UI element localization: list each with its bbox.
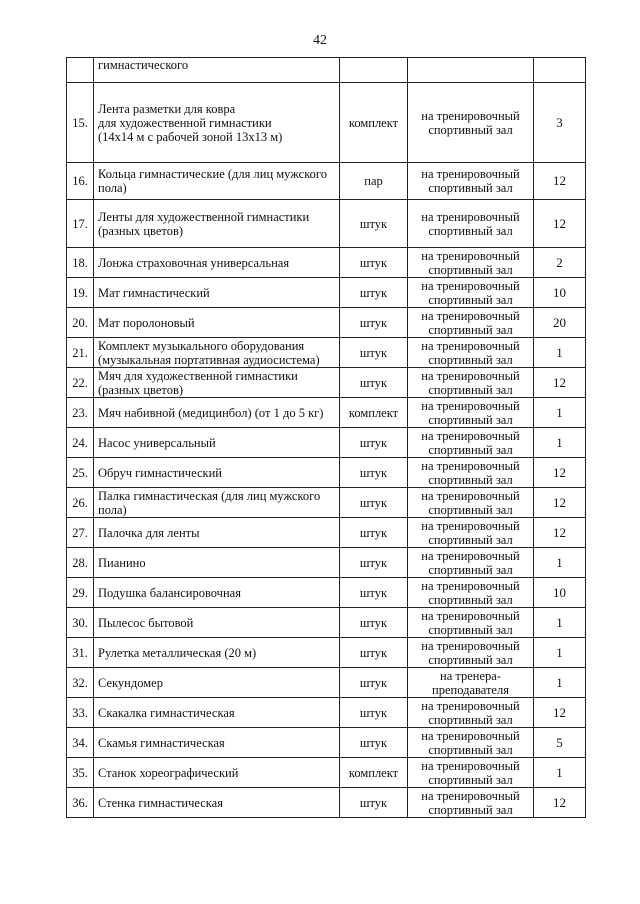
table-row [67, 548, 586, 578]
unit-cell: штук [340, 608, 408, 638]
item-name-cell: гимнастического [94, 58, 340, 83]
placement-cell: на тренировочный спортивный зал [408, 788, 534, 818]
quantity-cell: 10 [534, 278, 586, 308]
unit-cell: штук [340, 428, 408, 458]
row-number-cell: 21. [67, 338, 94, 368]
placement-cell: на тренера- преподавателя [408, 668, 534, 698]
equipment-table [66, 57, 586, 818]
unit-cell: штук [340, 248, 408, 278]
item-name-cell: Палка гимнастическая (для лиц мужского пола) [94, 488, 340, 518]
unit-cell: штук [340, 278, 408, 308]
placement-cell: на тренировочный спортивный зал [408, 308, 534, 338]
item-name-cell: Мяч для художественной гимнастики (разных цветов) [94, 368, 340, 398]
unit-cell: штук [340, 458, 408, 488]
item-name-cell: Лента разметки для ковра для художественной гимнастики (14x14 м с рабочей зоной 13x13 м) [94, 83, 340, 163]
quantity-cell: 12 [534, 698, 586, 728]
row-number-cell: 34. [67, 728, 94, 758]
row-number-cell: 16. [67, 163, 94, 200]
item-name-cell: Мат гимнастический [94, 278, 340, 308]
quantity-cell: 1 [534, 758, 586, 788]
table-row [67, 428, 586, 458]
placement-cell: на тренировочный спортивный зал [408, 200, 534, 248]
placement-cell: на тренировочный спортивный зал [408, 638, 534, 668]
row-number-cell: 22. [67, 368, 94, 398]
table-row [67, 728, 586, 758]
quantity-cell: 2 [534, 248, 586, 278]
row-number-cell: 32. [67, 668, 94, 698]
item-name-cell: Насос универсальный [94, 428, 340, 458]
table-row [67, 608, 586, 638]
item-name-cell: Стенка гимнастическая [94, 788, 340, 818]
placement-cell: на тренировочный спортивный зал [408, 548, 534, 578]
unit-cell: штук [340, 368, 408, 398]
item-name-cell: Пылесос бытовой [94, 608, 340, 638]
item-name-cell: Мяч набивной (медицинбол) (от 1 до 5 кг) [94, 398, 340, 428]
item-name-cell: Лонжа страховочная универсальная [94, 248, 340, 278]
table-row [67, 578, 586, 608]
placement-cell: на тренировочный спортивный зал [408, 278, 534, 308]
quantity-cell: 12 [534, 200, 586, 248]
row-number-cell: 24. [67, 428, 94, 458]
table-row [67, 758, 586, 788]
item-name-cell: Обруч гимнастический [94, 458, 340, 488]
placement-cell: на тренировочный спортивный зал [408, 83, 534, 163]
placement-cell: на тренировочный спортивный зал [408, 578, 534, 608]
quantity-cell: 1 [534, 398, 586, 428]
item-name-cell: Пианино [94, 548, 340, 578]
unit-cell: комплект [340, 398, 408, 428]
quantity-cell: 1 [534, 548, 586, 578]
unit-cell: штук [340, 578, 408, 608]
placement-cell: на тренировочный спортивный зал [408, 758, 534, 788]
unit-cell: штук [340, 200, 408, 248]
quantity-cell: 20 [534, 308, 586, 338]
placement-cell: на тренировочный спортивный зал [408, 608, 534, 638]
quantity-cell: 5 [534, 728, 586, 758]
table-row [67, 308, 586, 338]
placement-cell: на тренировочный спортивный зал [408, 458, 534, 488]
item-name-cell: Палочка для ленты [94, 518, 340, 548]
table-row [67, 200, 586, 248]
quantity-cell: 12 [534, 788, 586, 818]
quantity-cell: 12 [534, 458, 586, 488]
table-row [67, 163, 586, 200]
unit-cell: штук [340, 788, 408, 818]
placement-cell: на тренировочный спортивный зал [408, 428, 534, 458]
unit-cell: штук [340, 338, 408, 368]
item-name-cell: Скамья гимнастическая [94, 728, 340, 758]
row-number-cell: 31. [67, 638, 94, 668]
row-number-cell: 35. [67, 758, 94, 788]
unit-cell: штук [340, 698, 408, 728]
item-name-cell: Кольца гимнастические (для лиц мужского пола) [94, 163, 340, 200]
quantity-cell: 3 [534, 83, 586, 163]
table-row [67, 518, 586, 548]
row-number-cell: 28. [67, 548, 94, 578]
unit-cell [340, 58, 408, 83]
unit-cell: штук [340, 518, 408, 548]
item-name-cell: Станок хореографический [94, 758, 340, 788]
placement-cell: на тренировочный спортивный зал [408, 248, 534, 278]
quantity-cell: 12 [534, 518, 586, 548]
quantity-cell: 12 [534, 488, 586, 518]
unit-cell: штук [340, 668, 408, 698]
unit-cell: штук [340, 308, 408, 338]
row-number-cell: 33. [67, 698, 94, 728]
placement-cell: на тренировочный спортивный зал [408, 338, 534, 368]
placement-cell: на тренировочный спортивный зал [408, 518, 534, 548]
table-row [67, 458, 586, 488]
quantity-cell: 10 [534, 578, 586, 608]
placement-cell: на тренировочный спортивный зал [408, 698, 534, 728]
row-number-cell: 26. [67, 488, 94, 518]
item-name-cell: Комплект музыкального оборудования (музыкальная портативная аудиосистема) [94, 338, 340, 368]
quantity-cell: 1 [534, 638, 586, 668]
row-number-cell [67, 58, 94, 83]
table-row [67, 83, 586, 163]
row-number-cell: 15. [67, 83, 94, 163]
unit-cell: комплект [340, 83, 408, 163]
unit-cell: пар [340, 163, 408, 200]
row-number-cell: 30. [67, 608, 94, 638]
row-number-cell: 19. [67, 278, 94, 308]
unit-cell: штук [340, 728, 408, 758]
quantity-cell: 1 [534, 338, 586, 368]
placement-cell: на тренировочный спортивный зал [408, 398, 534, 428]
unit-cell: штук [340, 638, 408, 668]
table-row [67, 278, 586, 308]
row-number-cell: 25. [67, 458, 94, 488]
placement-cell [408, 58, 534, 83]
item-name-cell: Подушка балансировочная [94, 578, 340, 608]
quantity-cell: 1 [534, 608, 586, 638]
table-row [67, 368, 586, 398]
page-number: 42 [313, 33, 327, 48]
unit-cell: штук [340, 488, 408, 518]
placement-cell: на тренировочный спортивный зал [408, 368, 534, 398]
table-row [67, 788, 586, 818]
table-row [67, 398, 586, 428]
placement-cell: на тренировочный спортивный зал [408, 488, 534, 518]
row-number-cell: 20. [67, 308, 94, 338]
table-row [67, 638, 586, 668]
quantity-cell: 12 [534, 368, 586, 398]
quantity-cell: 12 [534, 163, 586, 200]
equipment-table-body [67, 58, 586, 818]
table-row [67, 698, 586, 728]
item-name-cell: Мат поролоновый [94, 308, 340, 338]
row-number-cell: 27. [67, 518, 94, 548]
placement-cell: на тренировочный спортивный зал [408, 163, 534, 200]
table-row-continuation [67, 58, 586, 83]
row-number-cell: 23. [67, 398, 94, 428]
quantity-cell [534, 58, 586, 83]
unit-cell: штук [340, 548, 408, 578]
row-number-cell: 36. [67, 788, 94, 818]
table-row [67, 488, 586, 518]
table-row [67, 248, 586, 278]
quantity-cell: 1 [534, 668, 586, 698]
row-number-cell: 29. [67, 578, 94, 608]
row-number-cell: 18. [67, 248, 94, 278]
row-number-cell: 17. [67, 200, 94, 248]
placement-cell: на тренировочный спортивный зал [408, 728, 534, 758]
unit-cell: комплект [340, 758, 408, 788]
item-name-cell: Скакалка гимнастическая [94, 698, 340, 728]
item-name-cell: Рулетка металлическая (20 м) [94, 638, 340, 668]
item-name-cell: Ленты для художественной гимнастики (разных цветов) [94, 200, 340, 248]
quantity-cell: 1 [534, 428, 586, 458]
item-name-cell: Секундомер [94, 668, 340, 698]
table-row [67, 338, 586, 368]
table-row [67, 668, 586, 698]
